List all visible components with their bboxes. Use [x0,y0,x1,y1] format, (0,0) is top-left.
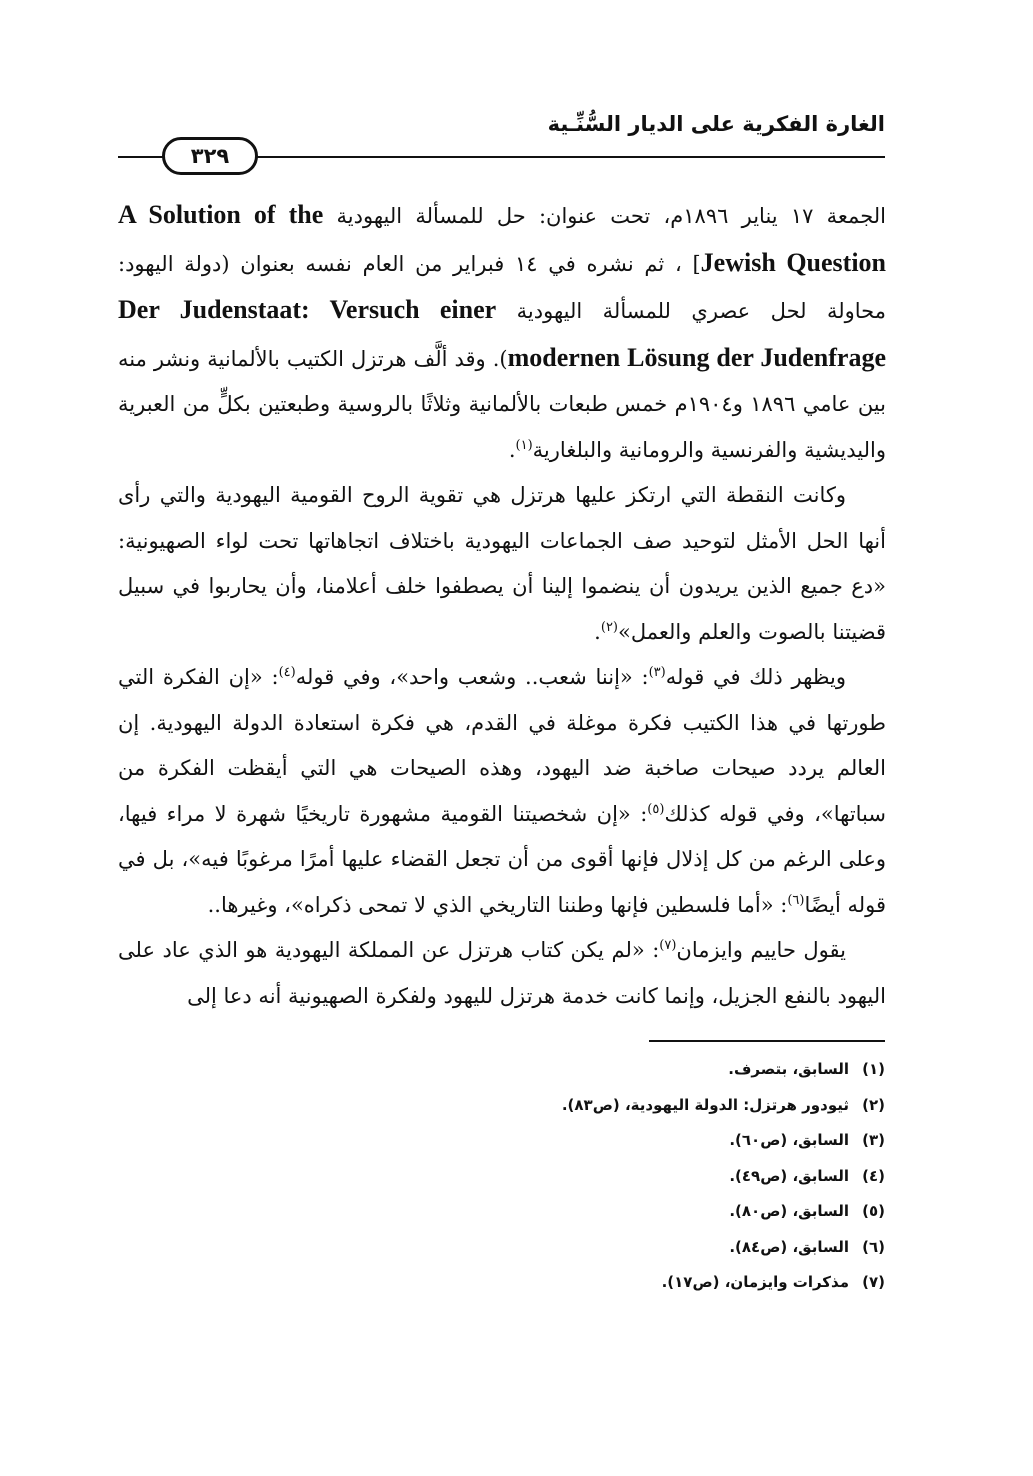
text-run: . [508,437,516,462]
paragraph-3 [118,655,886,928]
footnote-text: السابق، (ص٤٩). [729,1166,849,1185]
latin-title-1: A Solution of the Jewish Question [118,200,886,277]
footnote-text: السابق، بتصرف. [728,1060,849,1078]
latin-title-2: Der Judenstaat: Versuch einer modernen Lösung der Judenfrage [118,295,886,372]
footnote-ref[interactable]: (٥) [647,801,665,817]
footnote-item [185,1123,885,1159]
footnote-ref[interactable]: (٧) [659,938,677,953]
text-run: : «إننا شعب.. وشعب واحد»، وفي قوله [295,665,649,689]
footnote-ref[interactable]: (٢) [600,619,618,635]
footnote-item [185,1194,885,1230]
paragraph-1 [118,192,886,473]
footnote-number: (٣) [862,1131,885,1149]
footnote-text: ثيودور هرتزل: الدولة اليهودية، (ص٨٣). [561,1095,849,1114]
text-run: : «لم يكن كتاب هرتزل عن المملكة اليهودية هو الذي عاد على اليهود بالنفع الجزيل، وإنما كانت خدمة هرتزل لليهود ولفكرة الصهيونية أنه دعا إلى [118,938,886,1008]
footnote-text: السابق، (ص٨٠). [729,1202,849,1220]
footnote-ref[interactable]: (٦) [787,892,805,908]
header-rule [255,156,885,158]
text-run: ). وقد ألَّف هرتزل الكتيب بالألمانية ونشر منه بين عامي ١٨٩٦ و١٩٠٤م خمس طبعات بالألمانية وثلاثًا بالروسية وطبعتين بكلٍّ من العبرية واليديشية والفرنسية والرومانية والبلغارية [118,346,886,462]
footnote-number: (٦) [862,1237,885,1256]
page-number-badge: ٣٢٩ [162,137,258,175]
footnote-text: مذكرات وايزمان، (ص١٧). [661,1273,849,1291]
footnote-number: (٧) [862,1273,885,1291]
text-run: : «إن شخصيتنا القومية مشهورة تاريخيًا شهرة لا مراء فيها، وعلى الرغم من كل إذلال فإنها أقوى من أن تجعل القضاء عليها أمرًا مرغوبًا فيه»، بل في قوله أيضًا [118,801,886,917]
text-run: وكانت النقطة التي ارتكز عليها هرتزل هي تقوية الروح القومية اليهودية والتي رأى أنها الحل الأمثل لتوحيد صف الجماعات اليهودية باختلاف اتجاهاتها تحت لواء الصهيونية: «دع جميع الذين يريدون أن ينضموا إلينا أن يصطفوا خلف أعلامنا، وأن يحاربوا في سبيل قضيتنا بالصوت والعلم والعمل» [118,483,886,644]
footnote-number: (١) [862,1060,885,1078]
footnote-ref[interactable]: (١) [515,437,533,453]
footnote-item [185,1265,885,1301]
footnote-separator [649,1040,885,1042]
footnote-item [185,1230,885,1266]
paragraph-2 [118,473,886,655]
footnote-text: السابق، (ص٨٤). [729,1237,849,1256]
running-header-title: الغارة الفكرية على الديار السُّنِّـية [547,112,885,136]
footnote-item [185,1088,885,1124]
text-run: : «إن الفكرة التي طورتها في هذا الكتيب فكرة موغلة في القدم، هي فكرة استعادة الدولة اليهودية. إن العالم يردد صيحات صاخبة ضد اليهود، وهذه الصيحات هي التي أيقظت الفكرة من سباتها»، وفي قوله كذلك [118,665,886,826]
footnote-item [185,1052,885,1088]
footnote-text: السابق، (ص٦٠). [729,1131,849,1149]
footnotes-list [185,1052,885,1301]
text-run: . [594,619,601,644]
footnote-number: (٥) [862,1202,885,1220]
footnote-ref[interactable]: (٤) [278,665,296,680]
footnote-ref[interactable]: (٣) [648,665,666,680]
footnote-number: (٤) [862,1166,885,1185]
header-rule-left [118,156,166,158]
footnote-number: (٢) [862,1095,885,1114]
main-text [118,192,886,1019]
text-run: : «أما فلسطين فإنها وطننا التاريخي الذي لا تمحى ذكراه»، وغيرها.. [207,892,788,917]
text-run: يقول حاييم وايزمان [676,938,846,962]
footnote-item [185,1159,885,1195]
text-run: الجمعة ١٧ يناير ١٨٩٦م، تحت عنوان: حل للمسألة اليهودية [323,204,886,228]
text-run: ] ، ثم نشره في ١٤ فبراير من العام نفسه بعنوان (دولة اليهود: محاولة لحل عصري للمسألة اليهودية [118,251,886,323]
paragraph-4 [118,928,886,1019]
text-run: ويظهر ذلك في قوله [665,665,846,689]
